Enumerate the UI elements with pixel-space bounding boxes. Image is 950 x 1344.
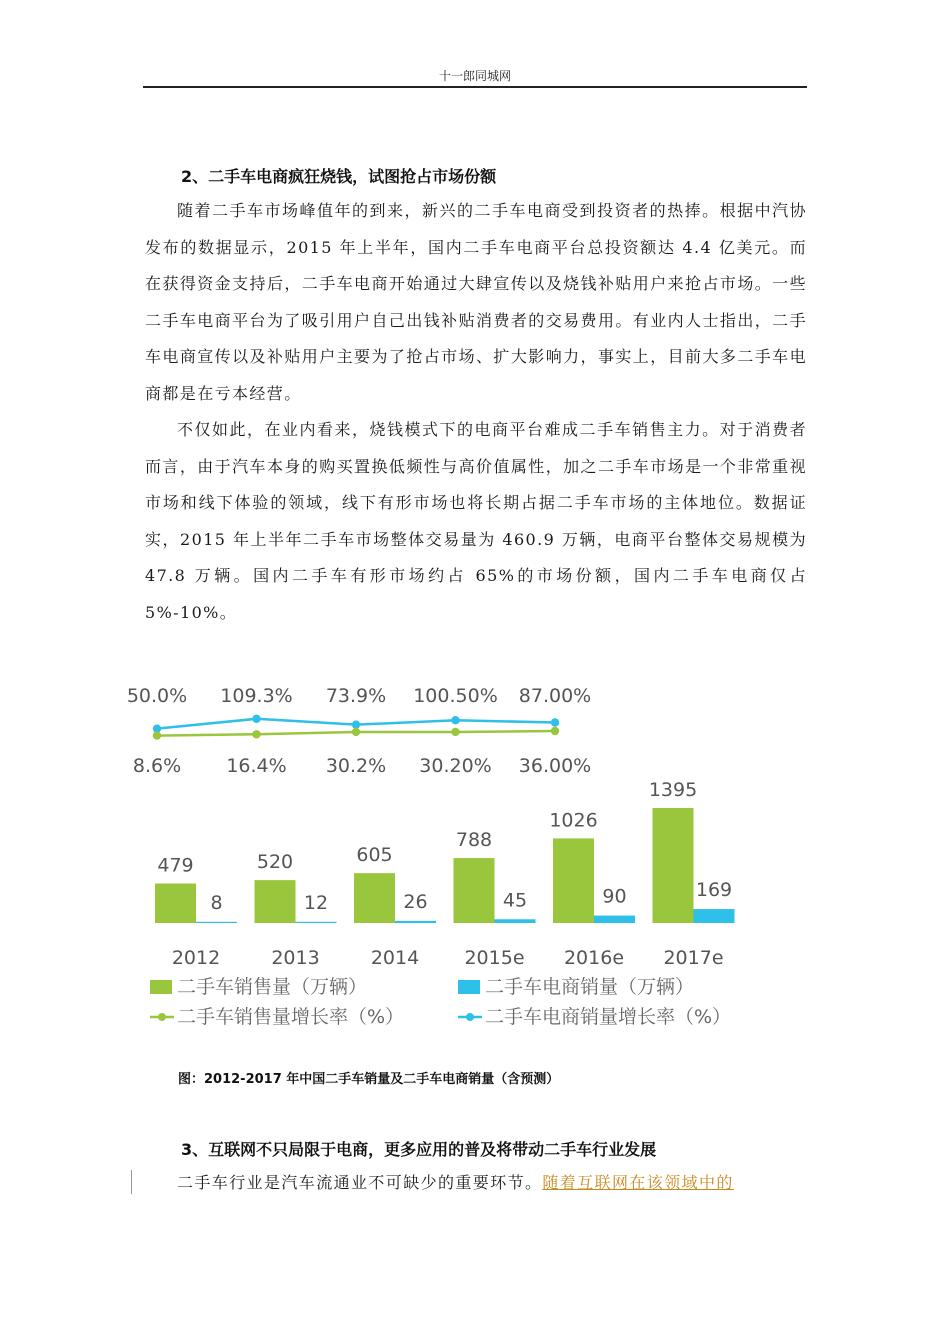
legend-label: 二手车电商销量（万辆）: [485, 976, 695, 998]
sales-growth-point: [252, 730, 260, 738]
legend-label: 二手车销售量增长率（%）: [177, 1006, 405, 1028]
legend-line-marker: [158, 1013, 166, 1021]
bar-label-ecommerce-sales: 90: [602, 885, 627, 908]
section-3-link[interactable]: 随着互联网在该领域中的: [542, 1173, 734, 1192]
bar-label-ecommerce-sales: 12: [303, 891, 329, 914]
x-axis-tick-label: 2013: [271, 947, 320, 969]
legend-swatch: [458, 980, 480, 994]
ecommerce-growth-label: 50.0%: [126, 685, 188, 707]
ecommerce-growth-point: [252, 715, 260, 723]
bar-label-ecommerce-sales: 169: [695, 879, 733, 902]
bar-label-ecommerce-sales: 45: [502, 889, 528, 912]
bar-ecommerce-sales: [594, 916, 635, 923]
bar-used-car-sales: [553, 838, 594, 923]
bar-ecommerce-sales: [296, 922, 337, 923]
ecommerce-growth-label: 109.3%: [220, 685, 293, 707]
section-2-paragraph-2: 不仅如此，在业内看来，烧钱模式下的电商平台难成二手车销售主力。对于消费者而言，由于汽车本身的购买置换低频性与高价值属性，加之二手车市场是一个非常重视市场和线下体验的领域，线下有形市场也将长期占据二手车市场的主体地位。数据证实，2015 年上半年二手车市场整体交易量为 460.9 万辆，电商平台整体交易规模为 47.8 万辆。国内二手车有形市场约占 65%的市场份额，国内二手车电商仅占 5%-10%。: [145, 420, 807, 622]
legend-line-marker: [466, 1013, 474, 1021]
x-axis-tick-label: 2012: [171, 947, 221, 969]
bar-label-used-car-sales: 1395: [648, 779, 698, 801]
sales-growth-label: 36.00%: [518, 755, 592, 777]
section-2-heading: 2、二手车电商疯狂烧钱，试图抢占市场份额: [181, 167, 497, 186]
section-2-body: [145, 193, 807, 631]
bar-used-car-sales: [155, 884, 196, 923]
bar-label-used-car-sales: 788: [455, 829, 493, 852]
bar-label-used-car-sales: 1026: [549, 809, 598, 832]
ecommerce-growth-point: [551, 718, 559, 726]
legend-swatch: [150, 980, 172, 994]
ecommerce-growth-label: 87.00%: [518, 685, 592, 707]
x-axis-tick-label: 2017e: [663, 947, 724, 969]
bar-label-ecommerce-sales: 8: [210, 891, 223, 914]
sales-growth-point: [352, 728, 360, 736]
ecommerce-growth-label: 100.50%: [413, 685, 498, 707]
section-3-body: [145, 1165, 807, 1201]
section-3-heading: 3、互联网不只局限于电商，更多应用的普及将带动二手车行业发展: [181, 1140, 657, 1159]
x-axis-tick-label: 2015e: [464, 947, 525, 969]
x-axis-tick-label: 2014: [370, 947, 420, 969]
sales-growth-label: 30.2%: [325, 755, 387, 777]
header-title: 十一郎同城网: [438, 69, 511, 83]
text-cursor-bar: [131, 1170, 132, 1194]
sales-growth-label: 30.20%: [419, 755, 492, 777]
sales-chart: [126, 660, 800, 1050]
bar-ecommerce-sales: [694, 909, 735, 923]
sales-growth-point: [551, 727, 559, 735]
sales-growth-label: 16.4%: [226, 755, 287, 777]
bar-used-car-sales: [354, 873, 395, 923]
bar-label-used-car-sales: 605: [356, 844, 393, 867]
bar-used-car-sales: [653, 808, 694, 923]
bar-label-used-car-sales: 520: [256, 851, 294, 874]
bar-ecommerce-sales: [495, 919, 536, 923]
page-header: [143, 66, 807, 88]
bar-label-used-car-sales: 479: [157, 854, 194, 877]
legend-label: 二手车销售量（万辆）: [177, 976, 368, 998]
bar-ecommerce-sales: [196, 922, 237, 923]
section-3-lead-text: 二手车行业是汽车流通业不可缺少的重要环节。: [177, 1173, 543, 1192]
ecommerce-growth-label: 73.9%: [325, 685, 387, 707]
bar-label-ecommerce-sales: 26: [403, 890, 428, 913]
bar-used-car-sales: [255, 880, 296, 923]
legend-label: 二手车电商销量增长率（%）: [485, 1006, 732, 1028]
bar-used-car-sales: [454, 858, 495, 923]
sales-growth-label: 8.6%: [132, 755, 182, 777]
x-axis-tick-label: 2016e: [563, 947, 625, 969]
sales-growth-point: [153, 731, 161, 739]
ecommerce-growth-point: [451, 716, 459, 724]
sales-growth-point: [451, 728, 459, 736]
bar-ecommerce-sales: [395, 921, 436, 923]
ecommerce-growth-point: [352, 720, 360, 728]
chart-caption: 图：2012-2017 年中国二手车销量及二手车电商销量（含预测）: [178, 1072, 560, 1087]
section-2-paragraph-1: 随着二手车市场峰值年的到来，新兴的二手车电商受到投资者的热捧。根据中汽协发布的数据显示，2015 年上半年，国内二手车电商平台总投资额达 4.4 亿美元。而在获得资金支持后，二手车电商开始通过大肆宣传以及烧钱补贴用户来抢占市场。一些二手车电商平台为了吸引用户自己出钱补贴消费者的交易费用。有业内人士指出，二手车电商宣传以及补贴用户主要为了抢占市场、扩大影响力，事实上，目前大多二手车电商都是在亏本经营。: [145, 201, 807, 403]
